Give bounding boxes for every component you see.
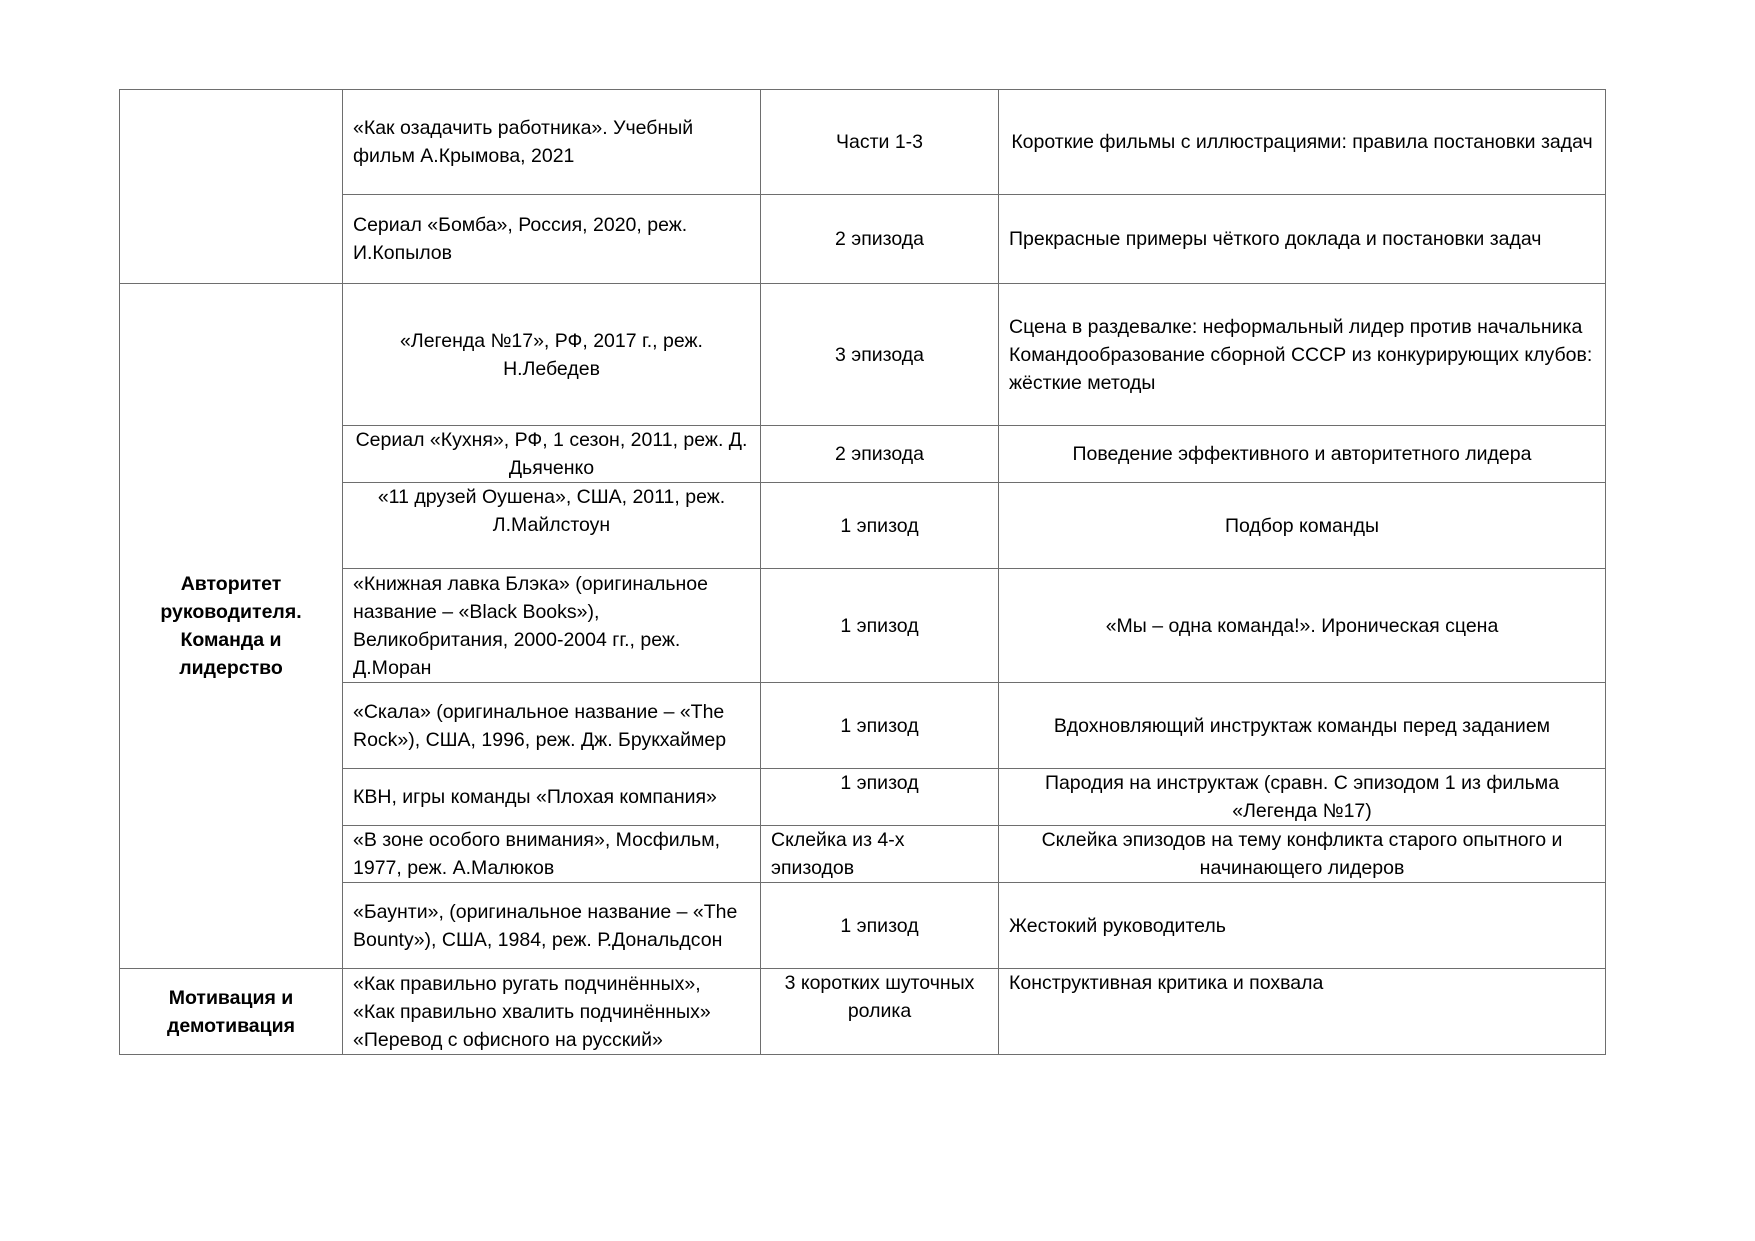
table-row bbox=[120, 883, 1606, 969]
description-cell: Склейка эпизодов на тему конфликта старого опытного и начинающего лидеров bbox=[999, 826, 1606, 883]
film-title-cell: «Скала» (оригинальное название – «The Rock»), США, 1996, реж. Дж. Брукхаймер bbox=[343, 683, 761, 769]
film-title-cell: «Как правильно ругать подчинённых», «Как правильно хвалить подчинённых» «Перевод с офисного на русский» bbox=[343, 969, 761, 1055]
film-title-cell: «В зоне особого внимания», Мосфильм, 1977, реж. А.Малюков bbox=[343, 826, 761, 883]
description-cell: Жестокий руководитель bbox=[999, 883, 1606, 969]
table-row bbox=[120, 826, 1606, 883]
film-title-cell: Сериал «Бомба», Россия, 2020, реж. И.Копылов bbox=[343, 195, 761, 284]
episodes-cell: 3 эпизода bbox=[761, 284, 999, 426]
episodes-cell: 2 эпизода bbox=[761, 195, 999, 284]
episodes-cell: Части 1-3 bbox=[761, 90, 999, 195]
category-cell: Мотивация и демотивация bbox=[120, 969, 343, 1055]
description-cell: «Мы – одна команда!». Ироническая сцена bbox=[999, 569, 1606, 683]
category-cell: Авторитет руководителя. Команда и лидерство bbox=[120, 284, 343, 969]
episodes-cell: 1 эпизод bbox=[761, 769, 999, 826]
description-cell: Поведение эффективного и авторитетного лидера bbox=[999, 426, 1606, 483]
table-row bbox=[120, 426, 1606, 483]
episodes-cell: 1 эпизод bbox=[761, 883, 999, 969]
film-title-cell: КВН, игры команды «Плохая компания» bbox=[343, 769, 761, 826]
table-row bbox=[120, 969, 1606, 1055]
description-cell: Сцена в раздевалке: неформальный лидер против начальника Командообразование сборной СССР из конкурирующих клубов: жёсткие методы bbox=[999, 284, 1606, 426]
description-cell: Прекрасные примеры чёткого доклада и постановки задач bbox=[999, 195, 1606, 284]
table-row bbox=[120, 284, 1606, 426]
film-title-cell: «Как озадачить работника». Учебный фильм А.Крымова, 2021 bbox=[343, 90, 761, 195]
film-title-cell: «Легенда №17», РФ, 2017 г., реж. Н.Лебедев bbox=[343, 284, 761, 426]
table-row bbox=[120, 90, 1606, 195]
film-title-cell: Сериал «Кухня», РФ, 1 сезон, 2011, реж. Д. Дьяченко bbox=[343, 426, 761, 483]
table-row bbox=[120, 683, 1606, 769]
description-cell: Вдохновляющий инструктаж команды перед заданием bbox=[999, 683, 1606, 769]
table-row bbox=[120, 195, 1606, 284]
episodes-cell: 3 коротких шуточных ролика bbox=[761, 969, 999, 1055]
table-row bbox=[120, 483, 1606, 569]
description-cell: Конструктивная критика и похвала bbox=[999, 969, 1606, 1055]
film-title-cell: «Книжная лавка Блэка» (оригинальное название – «Black Books»), Великобритания, 2000-2004 гг., реж. Д.Моран bbox=[343, 569, 761, 683]
film-title-cell: «11 друзей Оушена», США, 2011, реж. Л.Майлстоун bbox=[343, 483, 761, 569]
table-row bbox=[120, 569, 1606, 683]
description-cell: Пародия на инструктаж (сравн. С эпизодом 1 из фильма «Легенда №17) bbox=[999, 769, 1606, 826]
episodes-cell: 2 эпизода bbox=[761, 426, 999, 483]
episodes-cell: 1 эпизод bbox=[761, 683, 999, 769]
episodes-cell: 1 эпизод bbox=[761, 569, 999, 683]
film-title-cell: «Баунти», (оригинальное название – «The Bounty»), США, 1984, реж. Р.Дональдсон bbox=[343, 883, 761, 969]
category-cell bbox=[120, 90, 343, 284]
table-row bbox=[120, 769, 1606, 826]
episodes-cell: Склейка из 4-х эпизодов bbox=[761, 826, 999, 883]
films-table bbox=[119, 89, 1606, 1055]
episodes-cell: 1 эпизод bbox=[761, 483, 999, 569]
description-cell: Подбор команды bbox=[999, 483, 1606, 569]
description-cell: Короткие фильмы с иллюстрациями: правила постановки задач bbox=[999, 90, 1606, 195]
